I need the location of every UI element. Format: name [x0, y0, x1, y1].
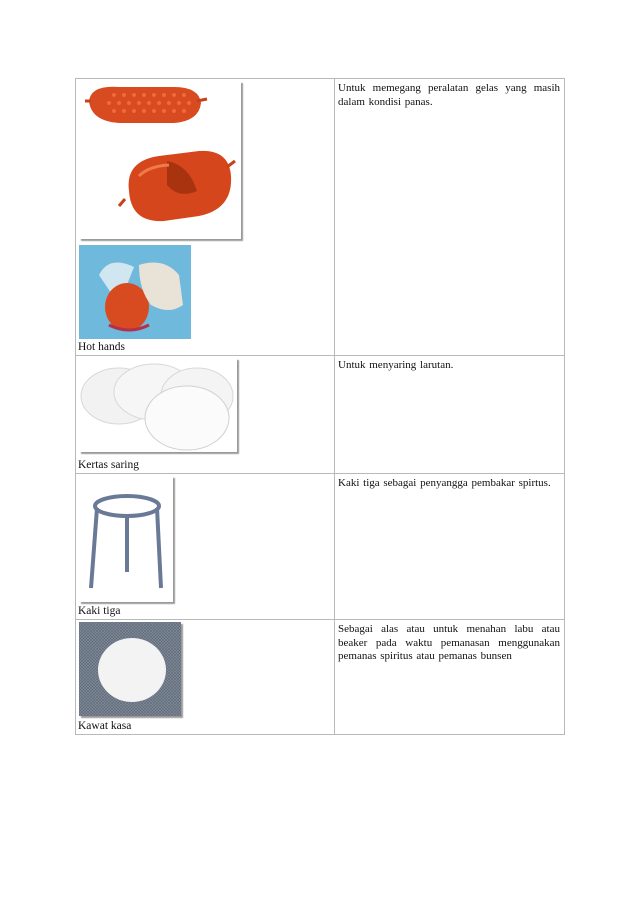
equipment-description: Kaki tiga sebagai penyangga pembakar spirtus.: [338, 477, 551, 489]
description-cell: [335, 620, 565, 735]
description-cell: [335, 356, 565, 474]
description-cell: [335, 474, 565, 620]
description-cell: [335, 79, 565, 356]
wire-gauze-image: [79, 622, 181, 716]
image-cell: [76, 620, 335, 735]
table-row: [76, 356, 565, 474]
tripod-image: [79, 476, 173, 602]
table-row: [76, 620, 565, 735]
equipment-name: Kawat kasa: [78, 720, 132, 732]
image-cell: [76, 79, 335, 356]
table-row: [76, 474, 565, 620]
equipment-name: Kertas saring: [78, 459, 139, 471]
equipment-name: Hot hands: [78, 341, 125, 353]
hot-hands-in-use-image: [79, 245, 191, 339]
equipment-description: Untuk memegang peralatan gelas yang masih dalam kondisi panas.: [338, 82, 560, 108]
image-cell: [76, 474, 335, 620]
equipment-name: Kaki tiga: [78, 605, 121, 617]
table-row: [76, 79, 565, 356]
equipment-description: Sebagai alas atau untuk menahan labu atau beaker pada waktu pemanasan menggunakan pemanas spiritus atau pemanas bunsen: [338, 623, 560, 662]
filter-paper-image: [79, 358, 237, 452]
hot-hands-image: [79, 81, 241, 239]
equipment-table: [75, 78, 565, 735]
equipment-description: Untuk menyaring larutan.: [338, 359, 454, 371]
image-cell: [76, 356, 335, 474]
